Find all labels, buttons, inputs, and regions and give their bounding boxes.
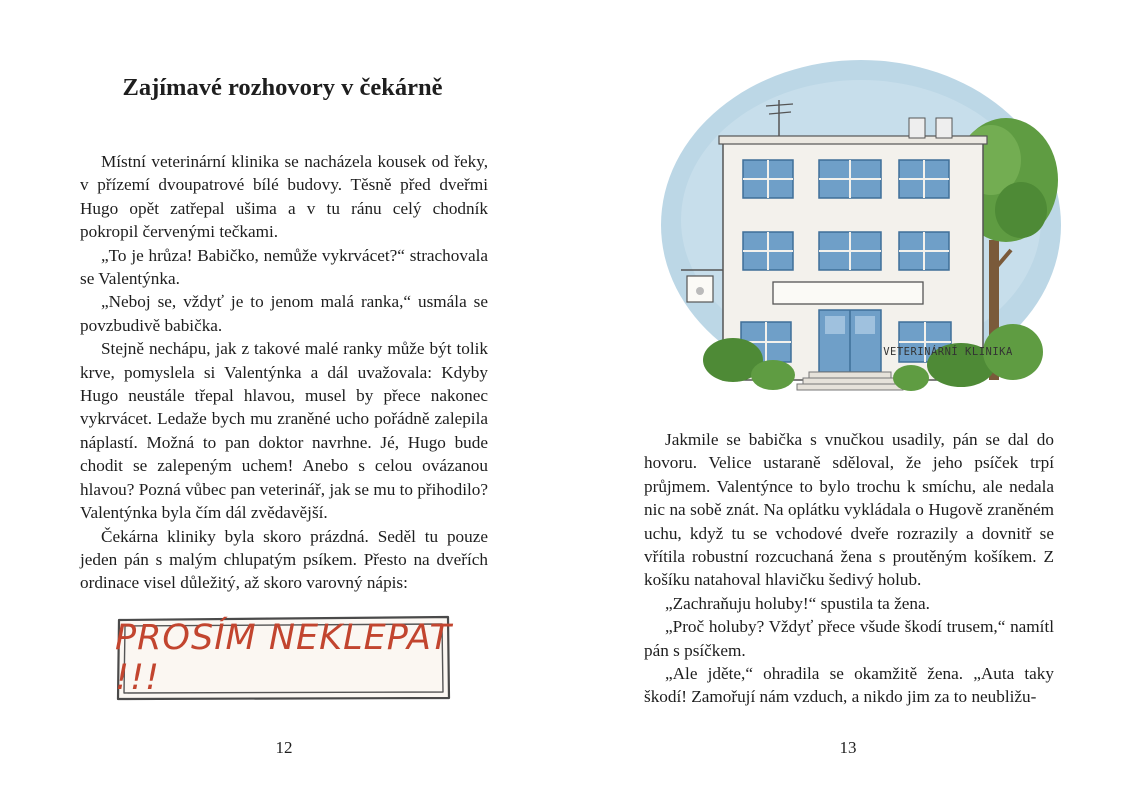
left-body-text (80, 150, 488, 595)
left-page (0, 0, 565, 800)
right-page (566, 0, 1131, 800)
clinic-sign-text: VETERINÁRNÍ KLINIKA (883, 346, 1013, 358)
page-number: 13 (839, 738, 857, 757)
paragraph: Stejně nechápu, jak z takové malé ranky může být tolik krve, pomyslela si Valentýnka a dál uvažovala: Kdyby Hugo neustále třepal hlavou, musel by přece nakonec vykrvácet. Ledaže bych mu zraněné ucho pořádně zalepila náplastí. Možná to pan doktor navrhne. Jé, Hugo bude chodit se zalepeným uchem! Anebo s celou ovázanou hlavou? Pozná vůbec pan veterinář, jak se mu to přihodilo? Valentýnka byla čím dál zvědavější. (80, 339, 488, 523)
paragraph: „Ale jděte,“ ohradila se okamžitě žena. „Auta taky škodí! Zamořují nám vzduch, a nikdo jim za to neubližu- (644, 664, 1054, 707)
paragraph: Jakmile se babička s vnučkou usadily, pán se dal do hovoru. Velice ustaraně sděloval, že jeho psíček trpí průjmem. Valentýnce to bylo trochu k smíchu, ale nedala nic na sobě znát. Na oplátku vykládala o Hugově zraněném uchu, když tu se vchodové dveře rozrazily a dovnitř se vřítila robustní rozcuchaná žena s proutěným košíkem. Z košíku natahoval hlavičku šedivý holub. (644, 430, 1054, 590)
do-not-knock-sign (115, 614, 452, 702)
sign-text: PROSÍM NEKLEPAT !!! (115, 618, 452, 698)
chapter-title: Zajímavé rozhovory v čekárně (122, 74, 443, 101)
paragraph: Místní veterinární klinika se nacházela kousek od řeky, v přízemí dvoupatrové bílé budovy. Těsně před dveřmi Hugo opět zatřepal ušima a v tu ránu celý chodník pokropil červenými tečkami. (80, 152, 488, 242)
paragraph: „To je hrůza! Babičko, nemůže vykrvácet?“ strachovala se Valentýnka. (80, 245, 488, 289)
clinic-illustration (661, 60, 1061, 400)
right-body-text (644, 428, 1054, 709)
paragraph: „Neboj se, vždyť je to jenom malá ranka,“ usmála se povzbudivě babička. (80, 292, 488, 335)
paragraph: „Proč holuby? Vždyť přece všude škodí trusem,“ namítl pán s psíčkem. (644, 617, 1054, 660)
paragraph: Čekárna kliniky byla skoro prázdná. Seděl tu pouze jeden pán s malým chlupatým psíkem. Přesto na dveřích ordinace visel důležitý, až skoro varovný nápis: (80, 526, 488, 593)
paragraph: „Zachraňuju holuby!“ spustila ta žena. (665, 593, 930, 613)
page-number: 12 (275, 738, 293, 757)
